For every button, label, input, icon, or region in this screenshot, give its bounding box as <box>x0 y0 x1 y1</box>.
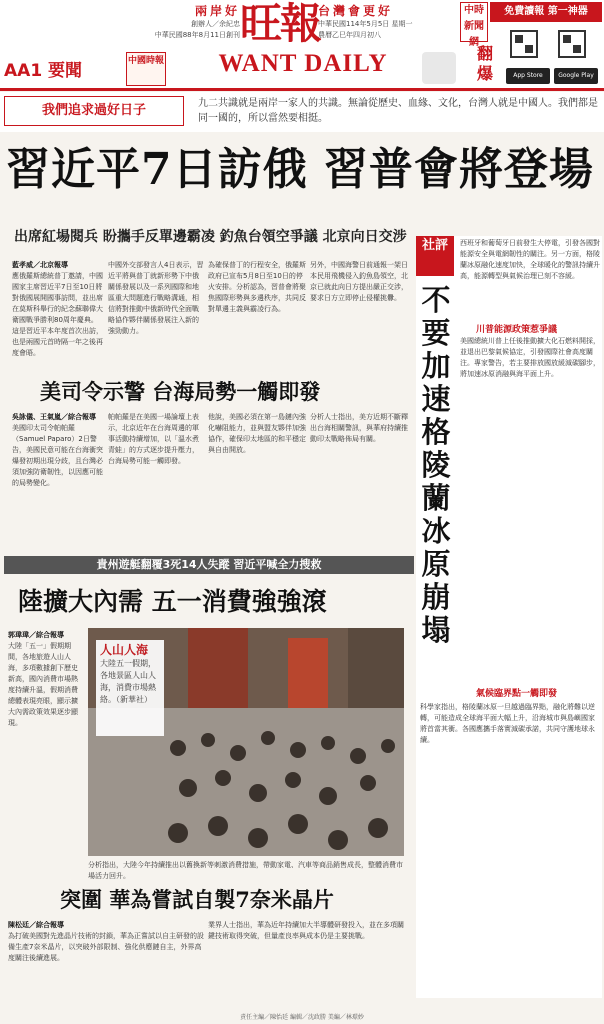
news-banner[interactable]: 貴州遊艇翻覆3死14人失蹤 習近平喊全力搜救 <box>4 556 414 574</box>
editorial-text-1: 美國總統川普上任後推動擴大化石燃料開採，並退出巴黎氣候協定，引發國際社會高度關注。專家警告，若主要排放國放緩減碳腳步，將加速冰原消融與海平面上升。 <box>460 337 600 378</box>
story2-headline[interactable]: 美司令示警 台海局勢一觸即發 <box>40 379 321 404</box>
story2-column-4 <box>310 412 410 552</box>
story2-byline: 吳詠儀、王氣嵐／綜合報導 <box>12 413 96 421</box>
editorial-column <box>416 236 602 998</box>
editorial-intro: 西班牙和葡萄牙日前發生大停電，引發各國對能源安全與電網韌性的關注。另一方面，格陵蘭冰原融化速度加快，全球暖化的警訊持續升高，能源轉型與氣候治理已刻不容緩。 <box>460 239 600 280</box>
editorial-text-2: 科學家指出，格陵蘭冰原一旦越過臨界點，融化將難以逆轉，可能造成全球海平面大幅上升，沿海城市與島嶼國家將首當其衝。各國應攜手落實減碳承諾，共同守護地球永續。 <box>420 703 595 744</box>
lead-headline[interactable]: 習近平7日訪俄 習普會將登場 <box>6 144 594 195</box>
story1-text-3: 為確保普丁的行程安全，俄羅斯政府已宣布5月8日至10日的停火安排。分析認為，習普會將聚焦國際形勢與多邊秩序，共同反對單邊主義與霸凌行為。 <box>208 261 306 313</box>
story4-column-1 <box>8 920 204 1010</box>
china-times-seal: 中國時報 <box>126 52 166 86</box>
slogan-bar <box>0 92 604 132</box>
story1-column-1 <box>12 260 104 374</box>
masthead-right-info <box>318 4 438 41</box>
photo-caption-box <box>96 640 164 736</box>
flip-icon: 翻爆 <box>476 44 493 83</box>
photo-caption-text: 大陸五一假期，各地景區人山人海，消費市場熱絡。（新華社） <box>100 659 156 704</box>
newspaper-logo: 旺報 <box>239 0 320 48</box>
masthead-left-info <box>90 4 240 41</box>
page-footer: 責任主編／陳怡廷 編輯／沈政勝 美編／林璟妙 <box>240 1014 364 1021</box>
slogan-right: 九二共識就是兩岸一家人的共識。無論從歷史、血緣、文化，台灣人就是中國人。我們都是同一國的，所以當然要相挺。 <box>198 98 598 124</box>
story1-text-4: 另外，中國海警日前通報一架日本民用飛機侵入釣魚島領空，北京已就此向日方提出嚴正交涉，要求日方立即停止侵權挑釁。 <box>310 261 408 302</box>
masthead-date: 中華民國114年5月5日 星期一 <box>318 20 413 28</box>
lead-subhead: 出席紅場閱兵 盼攜手反單邊霸凌 釣魚台領空爭議 北京向日交涉 <box>14 229 407 245</box>
story4-text-1: 為打破美國對先進晶片技術的封鎖，華為正嘗試以自主研發的設備生產7奈米晶片，以突破外部限制、強化供應鏈自主，外界高度關注後續進展。 <box>8 932 204 962</box>
editorial-section-1: 川普能源政策惹爭議 <box>476 325 558 335</box>
story2-text-3: 他說，美國必須在第一島鏈內強化嚇阻能力，並與盟友夥伴加強協作，確保印太地區的和平穩定與自由開放。 <box>208 413 306 454</box>
story1-column-3 <box>208 260 306 374</box>
story3-text-1: 大陸「五一」假期期間，各地旅遊人山人海，多項數據創下歷史新高，國內消費市場熱度持續升溫，假期消費總體表現亮眼，顯示擴大內需政策效果逐步顯現。 <box>8 642 78 727</box>
story1-text-2: 中國外交部發言人4日表示，習近平將與普丁就新形勢下中俄關係發展以及一系列國際和地區重大問題進行戰略溝通，相信將對推動中俄新時代全面戰略協作夥伴關係發展注入新的強勁動力。 <box>108 261 204 335</box>
story3-byline: 郭瑋瑋／綜合報導 <box>8 631 64 639</box>
newspaper-logo-en: WANT DAILY <box>218 50 388 77</box>
app-store-badge[interactable]: App Store <box>506 68 550 84</box>
story2-text-2: 帕帕羅是在美國一場論壇上表示，北京近年在台海周邊的軍事活動持續增加，以「溫水煮青蛙」的方式逐步提升壓力，台海局勢可能一觸即發。 <box>108 413 199 465</box>
masthead-left-slogan: 兩岸好 <box>194 4 240 18</box>
story2-column-1 <box>12 412 104 552</box>
masthead <box>0 0 604 90</box>
editorial-tag: 社評 <box>416 236 454 276</box>
story1-text-1: 應俄羅斯總統普丁邀請，中國國家主席習近平7日至10日將對俄國展開國事訪問，並出席在莫斯科舉行的紀念蘇聯偉大衛國戰爭勝利80周年慶典。這是習近平本年度首次出訪，也是兩國元首時隔一年之後再度會晤。 <box>12 272 103 357</box>
china-times-news-mark: 中時新聞網 <box>460 2 488 42</box>
masthead-founded: 中華民國88年8月11日創刊 <box>154 31 240 39</box>
qr-code-icon[interactable] <box>510 30 538 58</box>
editorial-headline[interactable]: 不要加速格陵蘭冰原崩塌 <box>421 283 451 647</box>
story1-column-2 <box>108 260 204 374</box>
page-section-label: AA1 要聞 <box>4 61 83 81</box>
free-reading-badge: 免費讀報 第一神器 <box>490 2 602 22</box>
google-play-badge[interactable]: Google Play <box>554 68 598 84</box>
masthead-founder: 創辦人／余紀忠 <box>191 20 240 28</box>
story2-text-4: 分析人士指出，美方近期不斷釋出台海相關警訊，與華府持續推動印太戰略佈局有關。 <box>310 413 408 443</box>
story3-text-2: 分析指出，大陸今年持續推出以舊換新等刺激消費措施，帶動家電、汽車等商品銷售成長，整體消費市場活力回升。 <box>88 861 403 880</box>
story2-column-2 <box>108 412 204 552</box>
story4-column-2 <box>208 920 408 1010</box>
mascot-icon <box>422 52 456 84</box>
crowd-photo[interactable] <box>88 628 404 856</box>
slogan-left: 我們追求過好日子 <box>4 96 184 126</box>
story1-byline: 藍孝威／北京報導 <box>12 261 68 269</box>
story2-column-3 <box>208 412 306 552</box>
story3-column-1 <box>8 630 84 856</box>
qr-code-icon[interactable] <box>558 30 586 58</box>
story4-headline[interactable]: 突圍 華為嘗試自製7奈米晶片 <box>60 887 334 912</box>
masthead-lunar-date: 農曆乙巳年四月初八 <box>318 31 381 39</box>
masthead-rule <box>0 88 604 91</box>
masthead-right-slogan: 台灣會更好 <box>318 4 394 18</box>
story3-headline[interactable]: 陸擴大內需 五一消費強強滾 <box>18 587 327 616</box>
photo-caption-title: 人山人海 <box>100 643 149 657</box>
story1-column-4 <box>310 260 410 374</box>
story4-byline: 陳松廷／綜合報導 <box>8 921 64 929</box>
story2-text-1: 美國印太司令帕帕羅（Samuel Paparo）2日警告，美國民意可能在台海衝突爆發初期出現分歧，且台灣必須加強防衛韌性，以因應可能的局勢變化。 <box>12 424 103 487</box>
story4-text-2: 業界人士指出，華為近年持續加大半導體研發投入，並在多項關鍵技術取得突破，但量產良率與成本仍是主要挑戰。 <box>208 921 404 940</box>
editorial-section-2: 氣候臨界點一觸即發 <box>476 689 558 699</box>
